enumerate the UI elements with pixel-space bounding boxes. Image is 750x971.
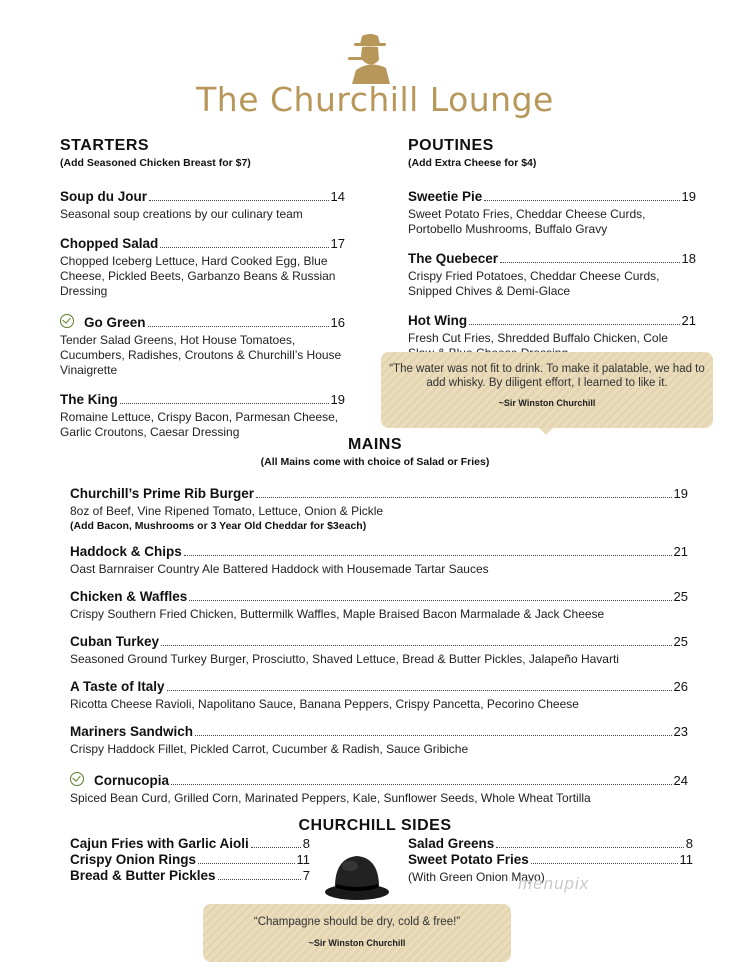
item-description: Fresh Cut Fries, Shredded Buffalo Chicken, Cole xyxy=(408,331,668,345)
item-price: 25 xyxy=(673,589,688,604)
item-price: 26 xyxy=(673,679,688,694)
bowler-hat-icon xyxy=(322,846,392,906)
item-description: Oast Barnraiser Country Ale Battered Haddock with Housemade Tartar Sauces xyxy=(70,562,489,576)
side-item xyxy=(408,836,693,852)
menu-item xyxy=(408,251,696,299)
starters-title: STARTERS xyxy=(60,137,150,154)
item-description: Sweet Potato Fries, Cheddar Cheese Curds, Portobello Mushrooms, Buffalo Gravy xyxy=(408,207,646,236)
item-price: 19 xyxy=(330,392,345,407)
item-note: (Add Bacon, Mushrooms or 3 Year Old Cheddar for $3each) xyxy=(70,520,367,532)
mains-header xyxy=(0,436,750,468)
menu-item xyxy=(70,544,688,577)
restaurant-name: The Churchill Lounge xyxy=(196,80,554,119)
mains-section xyxy=(70,472,688,806)
item-name: Churchill’s Prime Rib Burger xyxy=(70,486,255,501)
item-description: Ricotta Cheese Ravioli, Napolitano Sauce, Banana Peppers, Crispy Pancetta, Pecorino Cheese xyxy=(70,697,579,711)
item-price: 21 xyxy=(681,313,696,328)
item-price: 17 xyxy=(330,236,345,251)
menu-item xyxy=(70,679,688,712)
item-description: Spiced Bean Curd, Grilled Corn, Marinated Peppers, Kale, Sunflower Seeds, Whole Wheat Tortilla xyxy=(70,791,591,805)
item-name: Haddock & Chips xyxy=(70,544,182,559)
menu-item xyxy=(60,392,345,440)
item-name: The Quebecer xyxy=(408,251,499,266)
sides-left xyxy=(70,836,310,884)
side-item xyxy=(70,868,310,884)
menu-item xyxy=(70,724,688,757)
item-price: 24 xyxy=(673,773,688,788)
item-price: 16 xyxy=(330,315,345,330)
item-name: Salad Greens xyxy=(408,836,495,851)
poutines-subtitle: (Add Extra Cheese for $4) xyxy=(408,157,537,169)
item-name: Mariners Sandwich xyxy=(70,724,194,739)
sides-title: CHURCHILL SIDES xyxy=(298,817,452,834)
item-description: Seasoned Ground Turkey Burger, Prosciutto, Shaved Lettuce, Bread & Butter Pickles, Jalapeño Havarti xyxy=(70,652,619,666)
item-name: Cuban Turkey xyxy=(70,634,160,649)
item-description: Romaine Lettuce, Crispy Bacon, Parmesan Cheese, Garlic Croutons, Caesar Dressing xyxy=(60,410,339,439)
item-price: 11 xyxy=(296,852,310,867)
item-price: 21 xyxy=(673,544,688,559)
quote-text: “The water was not fit to drink. To make it palatable, we had to add whisky. By diligent effort, I learned to like it. xyxy=(389,363,705,389)
menu-item xyxy=(70,589,688,622)
churchill-quote-champagne xyxy=(203,904,511,962)
side-item xyxy=(70,852,310,868)
quote-author: ~Sir Winston Churchill xyxy=(308,938,406,948)
item-price: 11 xyxy=(679,852,693,867)
mains-title: MAINS xyxy=(347,436,403,453)
churchill-logo-icon xyxy=(340,30,400,86)
item-price: 8 xyxy=(685,836,693,851)
item-name: Cajun Fries with Garlic Aioli xyxy=(70,836,249,851)
side-item xyxy=(408,852,693,868)
item-name: Crispy Onion Rings xyxy=(70,852,197,867)
item-name: Cornucopia xyxy=(94,773,170,788)
item-price: 14 xyxy=(330,189,345,204)
item-note: (With Green Onion Mayo) xyxy=(408,870,545,884)
watermark: menupix xyxy=(518,874,590,893)
vegetarian-icon xyxy=(60,314,74,328)
menu-item xyxy=(70,634,688,667)
item-price: 23 xyxy=(673,724,688,739)
menu-item xyxy=(408,189,696,237)
item-description: Seasonal soup creations by our culinary team xyxy=(60,207,303,221)
vegetarian-icon xyxy=(70,772,84,786)
item-price: 18 xyxy=(681,251,696,266)
item-name: Sweetie Pie xyxy=(408,189,483,204)
item-name: Bread & Butter Pickles xyxy=(70,868,216,883)
menu-item xyxy=(70,486,688,532)
starters-subtitle: (Add Seasoned Chicken Breast for $7) xyxy=(60,157,251,169)
menu-item xyxy=(60,189,345,222)
churchill-quote-whisky xyxy=(381,352,713,428)
item-price: 19 xyxy=(673,486,688,501)
mains-subtitle: (All Mains come with choice of Salad or Fries) xyxy=(260,456,490,468)
item-description: 8oz of Beef, Vine Ripened Tomato, Lettuce, Onion & Pickle xyxy=(70,504,384,518)
item-description: Crispy Haddock Fillet, Pickled Carrot, Cucumber & Radish, Sauce Gribiche xyxy=(70,742,469,756)
item-name: Sweet Potato Fries xyxy=(408,852,529,867)
item-name: Chicken & Waffles xyxy=(70,589,188,604)
item-name: A Taste of Italy xyxy=(70,679,165,694)
side-item xyxy=(70,836,310,852)
item-name: The King xyxy=(60,392,118,407)
quote-text: “Champagne should be dry, cold & free!” xyxy=(253,916,461,928)
item-name: Go Green xyxy=(84,315,146,330)
item-price: 25 xyxy=(673,634,688,649)
poutines-section xyxy=(408,137,696,361)
menu-item xyxy=(60,313,345,378)
item-description: Crispy Southern Fried Chicken, Buttermilk Waffles, Maple Braised Bacon Marmalade & Jack Cheese xyxy=(70,607,605,621)
item-price: 7 xyxy=(302,868,310,883)
starters-section xyxy=(60,137,345,440)
menu-item xyxy=(60,236,345,299)
quote-author: ~Sir Winston Churchill xyxy=(498,398,596,408)
menu-item xyxy=(70,771,688,806)
item-name: Soup du Jour xyxy=(60,189,147,204)
item-name: Chopped Salad xyxy=(60,236,159,251)
item-price: 19 xyxy=(681,189,696,204)
item-description: Tender Salad Greens, Hot House Tomatoes, Cucumbers, Radishes, Croutons & Churchill’s House Vinaigrette xyxy=(60,333,342,377)
item-description: Chopped Iceberg Lettuce, Hard Cooked Egg, Blue Cheese, Pickled Beets, Garbanzo Beans & Russian Dressing xyxy=(60,254,336,298)
item-description: Crispy Fried Potatoes, Cheddar Cheese Curds, Snipped Chives & Demi-Glace xyxy=(408,269,660,298)
poutines-title: POUTINES xyxy=(408,137,494,154)
item-name: Hot Wing xyxy=(408,313,468,328)
item-price: 8 xyxy=(302,836,310,851)
